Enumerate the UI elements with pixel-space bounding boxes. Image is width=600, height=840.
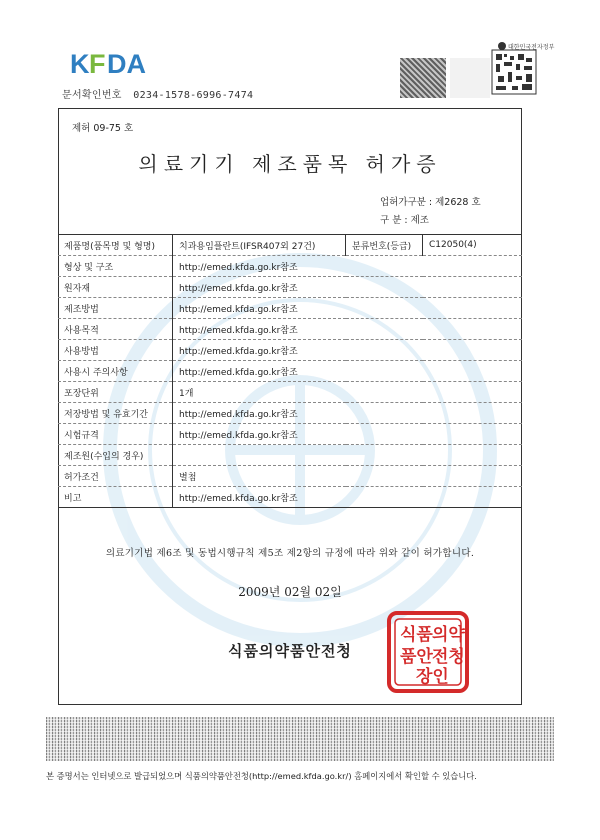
svg-text:전청: 전청 xyxy=(432,647,465,667)
table-row xyxy=(58,487,522,508)
table-row xyxy=(58,277,522,298)
row-label: 제조방법 xyxy=(58,298,173,319)
svg-text:장인: 장인 xyxy=(416,667,449,687)
row-value: 1개 xyxy=(173,382,523,403)
category: 구 분 : 제조 xyxy=(380,215,429,226)
row-label: 제조원(수입의 경우) xyxy=(58,445,173,466)
row-value: http://emed.kfda.go.kr참조 xyxy=(173,361,523,382)
svg-text:대한민국전자정부: 대한민국전자정부 xyxy=(508,44,555,51)
legal-statement: 의료기기법 제6조 및 동법시행규칙 제5조 제2항의 규정에 따라 위와 같이 허가합니다. xyxy=(105,548,475,559)
row-label: 형상 및 구조 xyxy=(58,256,173,277)
footer-notice: 본 증명서는 인터넷으로 발급되었으며 식품의약품안전청(http://emed.kfda.go.kr/) 홈페이지에서 확인할 수 있습니다. xyxy=(46,771,477,781)
row-label: 허가조건 xyxy=(58,466,173,487)
table-row xyxy=(58,235,522,256)
doc-check-value: 0234-1578-6996-7474 xyxy=(133,90,254,101)
table-row xyxy=(58,445,522,466)
row-label: 제품명(품목명 및 형명) xyxy=(58,235,173,256)
certificate-title: 의료기기 제조품목 허가증 xyxy=(138,152,442,176)
table-row xyxy=(58,340,522,361)
row-label: 저장방법 및 유효기간 xyxy=(58,403,173,424)
table-row xyxy=(58,466,522,487)
class-label: 분류번호(등급) xyxy=(346,235,423,256)
row-value: 치과용임플란트(IFSR407외 27건) xyxy=(173,235,346,256)
svg-text:의약: 의약 xyxy=(432,625,465,645)
svg-text:식품: 식품 xyxy=(400,625,433,645)
table-row xyxy=(58,298,522,319)
row-value: http://emed.kfda.go.kr참조 xyxy=(173,298,523,319)
barcode-overlay xyxy=(46,717,554,761)
svg-text:품안: 품안 xyxy=(400,647,433,667)
row-value: http://emed.kfda.go.kr참조 xyxy=(173,277,523,298)
svg-text:DA: DA xyxy=(107,49,146,79)
row-value: http://emed.kfda.go.kr참조 xyxy=(173,340,523,361)
license-number: 제허 09-75 호 xyxy=(72,123,134,134)
table-row xyxy=(58,361,522,382)
doc-check-label: 문서확인번호 xyxy=(62,90,122,101)
row-value: 별첨 xyxy=(173,466,523,487)
row-value xyxy=(173,445,523,466)
barcode-blank xyxy=(450,58,490,98)
table-row xyxy=(58,382,522,403)
row-label: 사용방법 xyxy=(58,340,173,361)
e-government-seal xyxy=(490,40,555,98)
table-row xyxy=(58,424,522,445)
row-label: 사용시 주의사항 xyxy=(58,361,173,382)
barcode-image xyxy=(400,58,446,98)
issuing-agency: 식품의약품안전청 xyxy=(228,642,352,660)
document-check-number xyxy=(62,86,253,101)
row-value: http://emed.kfda.go.kr참조 xyxy=(173,256,523,277)
class-value: C12050(4) xyxy=(423,235,523,256)
row-label: 포장단위 xyxy=(58,382,173,403)
row-label: 사용목적 xyxy=(58,319,173,340)
business-license: 업허가구분 : 제2628 호 xyxy=(380,197,481,208)
row-value: http://emed.kfda.go.kr참조 xyxy=(173,487,523,508)
product-info-table xyxy=(58,234,522,508)
svg-text:K: K xyxy=(70,49,89,79)
table-row xyxy=(58,403,522,424)
table-row xyxy=(58,256,522,277)
row-value: http://emed.kfda.go.kr참조 xyxy=(173,319,523,340)
official-seal-stamp xyxy=(386,610,470,694)
issue-date: 2009년 02월 02일 xyxy=(238,585,342,599)
row-label: 비고 xyxy=(58,487,173,508)
svg-text:F: F xyxy=(89,49,106,79)
kfda-logo xyxy=(70,48,150,78)
table-row xyxy=(58,319,522,340)
row-value: http://emed.kfda.go.kr참조 xyxy=(173,403,523,424)
row-value: http://emed.kfda.go.kr참조 xyxy=(173,424,523,445)
row-label: 원자재 xyxy=(58,277,173,298)
row-label: 시험규격 xyxy=(58,424,173,445)
